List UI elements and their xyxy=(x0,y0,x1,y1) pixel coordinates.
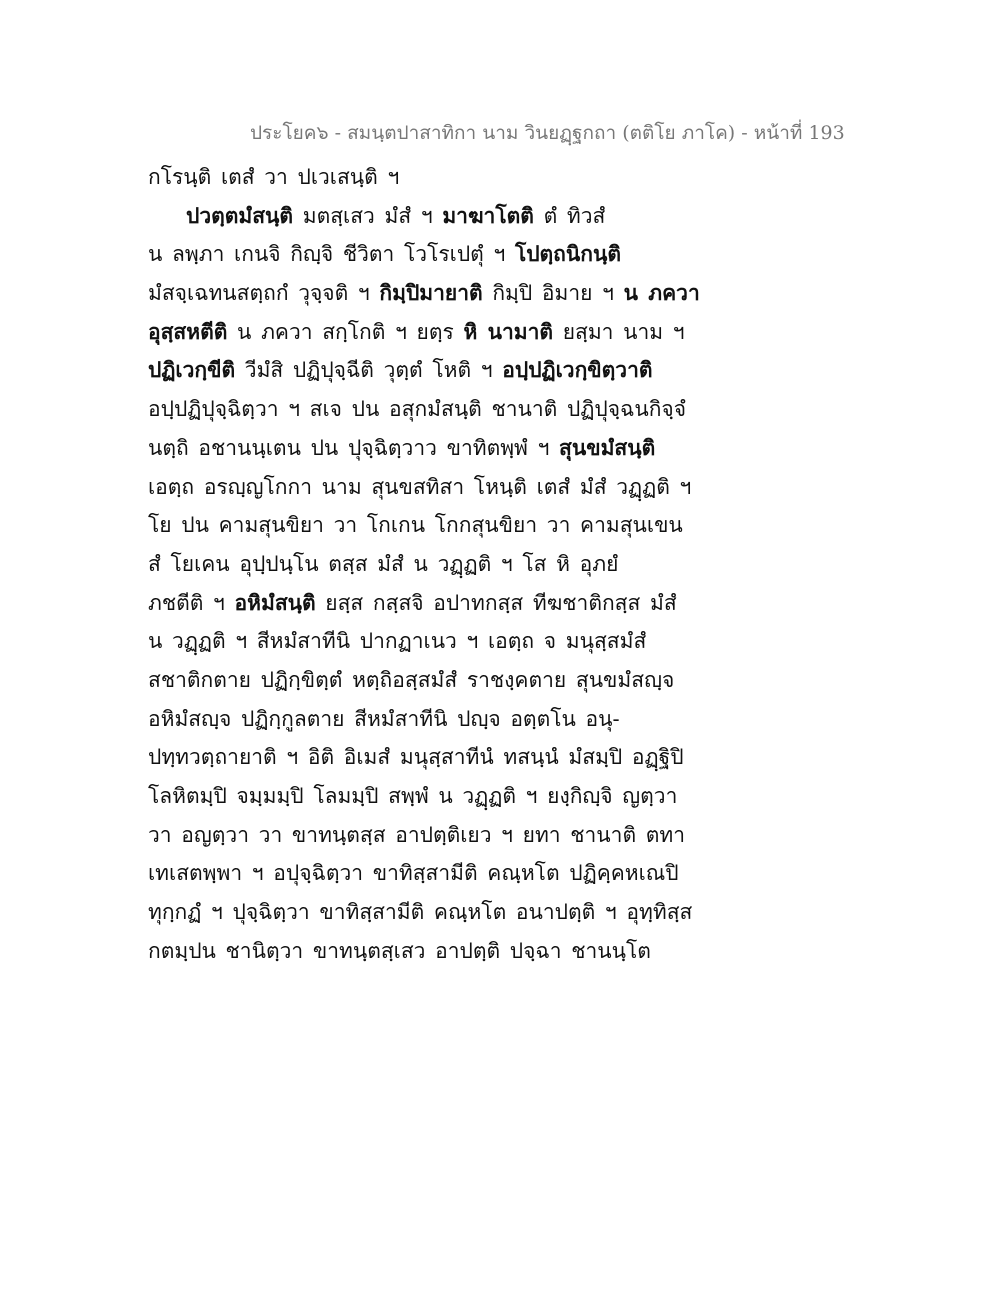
headword: อปฺปฏิเวกฺขิตฺวาติ xyxy=(502,357,653,383)
text-segment: ปทฺทวตฺถายาติ ฯ อิติ อิเมสํ มนุสฺสาทีนํ ทสนฺนํ มํสมฺปิ อฏฺฐิปิ xyxy=(148,745,684,770)
text-line xyxy=(148,700,688,739)
text-line xyxy=(148,274,700,313)
text-line xyxy=(148,738,688,777)
text-segment: ยสฺมา นาม ฯ xyxy=(553,319,685,344)
text-segment: ภชตีติ ฯ xyxy=(148,590,235,615)
text-line xyxy=(148,893,693,932)
text-segment: นตฺถิ อชานนฺเตน ปน ปุจฺฉิตฺวาว ขาทิตพฺพํ ฯ xyxy=(148,435,560,460)
headword: กิมฺปิมายาติ xyxy=(379,280,483,306)
text-line xyxy=(148,235,688,274)
headword: หิ นามาติ xyxy=(463,318,554,344)
text-segment: อหิมํสญฺจ ปฏิกฺกูลตาย สีหมํสาทีนิ ปญฺจ อตฺตโน อนุ- xyxy=(148,706,620,731)
text-segment: สํ โยเคน อุปฺปนฺโน ตสฺส มํสํ น วฏฺฏติ ฯ โส หิ อุภยํ xyxy=(148,551,619,576)
text-line xyxy=(148,429,688,468)
text-line xyxy=(148,661,688,700)
text-segment: น วฏฺฏติ ฯ สีหมํสาทีนิ ปากฏาเนว ฯ เอตฺถ จ มนุสฺสมํสํ xyxy=(148,629,647,654)
text-segment: เอตฺถ อรญฺญโกกา นาม สุนขสทิสา โหนฺติ เตสํ มํสํ วฏฺฏติ ฯ xyxy=(148,474,692,499)
text-segment: มตสฺเสว มํสํ ฯ xyxy=(293,203,443,228)
text-line xyxy=(148,313,688,352)
text-segment: เทเสตพฺพา ฯ อปุจฺฉิตฺวา ขาทิสฺสามีติ คณฺหโต ปฏิคฺคหเณปิ xyxy=(148,861,679,886)
headword: ปฏิเวกฺขีติ xyxy=(148,357,236,383)
body-text xyxy=(148,158,700,970)
text-line xyxy=(148,854,688,893)
text-line xyxy=(148,816,688,855)
text-segment: กตมฺปน ชานิตฺวา ขาทนฺตสฺเสว อาปตฺติ ปจฺฉา ชานนฺโต xyxy=(148,938,651,963)
text-line xyxy=(148,622,688,661)
text-line xyxy=(148,158,688,197)
text-segment: วีมํสิ ปฏิปุจฺฉีติ วุตฺตํ โหติ ฯ xyxy=(235,358,503,383)
headword: ปวตฺตมํสนฺติ xyxy=(186,202,294,228)
headword: สุนขมํสนฺติ xyxy=(559,434,656,460)
text-segment: อปฺปฏิปุจฺฉิตฺวา ฯ สเจ ปน อสุกมํสนฺติ ชานาติ ปฏิปุจฺฉนกิจฺจํ xyxy=(148,397,687,422)
text-segment: โย ปน คามสุนขิยา วา โกเกน โกกสุนขิยา วา คามสุนเขน xyxy=(148,513,683,538)
headword: โปตฺถนิกนฺติ xyxy=(514,241,621,267)
text-line xyxy=(148,506,688,545)
text-segment: ตํ ทิวสํ xyxy=(533,203,606,228)
headword: มาฆาโตติ xyxy=(442,202,534,228)
text-segment: สชาติกตาย ปฏิกฺขิตฺตํ หตฺถิอสฺสมํสํ ราชงฺคตาย สุนขมํสญฺจ xyxy=(148,667,675,692)
text-segment: มํสจฺเฉทนสตฺถกํ วุจฺจติ ฯ xyxy=(148,281,380,306)
text-segment: กโรนฺติ เตสํ วา ปเวเสนฺติ ฯ xyxy=(148,165,400,189)
text-segment: กิมฺปิ อิมาย ฯ xyxy=(482,281,624,306)
text-line xyxy=(148,777,688,816)
text-line xyxy=(148,468,692,507)
text-segment: น ภควา สกฺโกติ ฯ ยตฺร xyxy=(227,319,464,344)
text-segment: ยสฺส กสฺสจิ อปาทกสฺส ทีฆชาติกสฺส มํสํ xyxy=(315,590,677,615)
text-segment: โลหิตมฺปิ จมฺมมฺปิ โลมมฺปิ สพฺพํ น วฏฺฏติ ฯ ยงฺกิญฺจิ ญตฺวา xyxy=(148,784,678,808)
text-line xyxy=(148,197,688,236)
text-line xyxy=(148,545,688,584)
text-segment: ทุกฺกฏํ ฯ ปุจฺฉิตฺวา ขาทิสฺสามีติ คณฺหโต อนาปตฺติ ฯ อุทฺทิสฺส xyxy=(148,900,693,925)
text-segment: น ลพฺภา เกนจิ กิญฺจิ ชีวิตา โวโรเปตุํ ฯ xyxy=(148,242,515,267)
headword: อุสฺสหตีติ xyxy=(148,318,228,344)
headword: น ภควา xyxy=(623,280,700,306)
text-line xyxy=(148,390,688,429)
text-line xyxy=(148,351,688,390)
text-line xyxy=(148,584,688,623)
text-segment: วา อญตฺวา วา ขาทนฺตสฺส อาปตฺติเยว ฯ ยทา ชานาติ ตทา xyxy=(148,822,686,847)
text-line xyxy=(148,932,688,971)
running-header: ประโยค๖ - สมนฺตปาสาทิกา นาม วินยฏฺฐกถา (ตติโย ภาโค) - หน้าที่ 193 xyxy=(250,122,845,144)
headword: อหิมํสนฺติ xyxy=(234,589,316,615)
